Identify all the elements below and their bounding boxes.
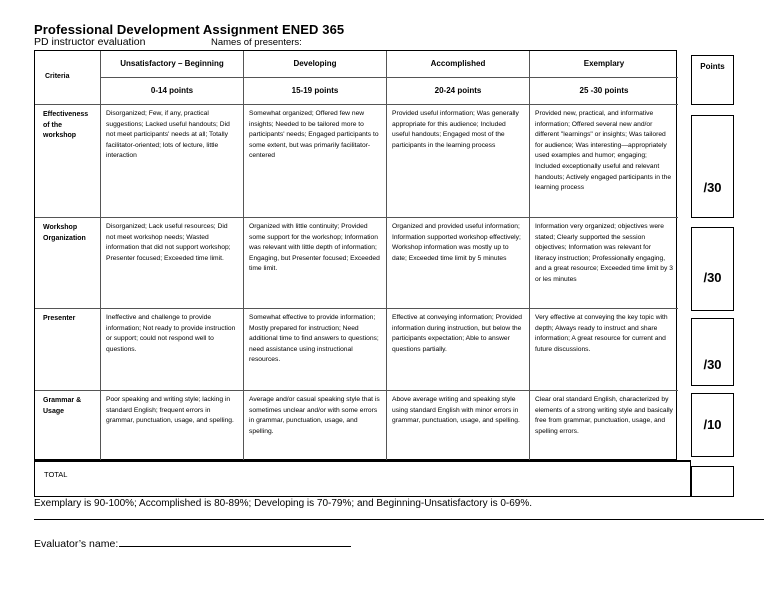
criterion-grammar: Grammar & Usage <box>35 391 101 461</box>
level-points-unsatisfactory: 0-14 points <box>101 78 244 105</box>
row-organization-developing: Organized with little continuity; Provided some support for the workshop; Information was relevant with little depth of information; Engaging, but Presenter focused; Exceeded time limit. <box>244 218 387 309</box>
criteria-header-label: Criteria <box>45 73 70 81</box>
row-grammar-unsatisfactory: Poor speaking and writing style; lacking in standard English; frequent errors in grammar, punctuation, usage, and spelling. <box>101 391 244 461</box>
total-row <box>34 460 691 497</box>
rubric-table <box>34 50 677 460</box>
row-presenter-exemplary: Very effective at conveying the key topic with depth; Always ready to instruct and share information; A great resource for current and future discussions. <box>530 309 678 391</box>
row-effectiveness-exemplary: Provided new, practical, and informative information; Offered several new and/or different "learnings" or insights; Was tailored for audience; Was interesting—appropriately used examples and humor; engaging; Included exceptionally useful and relevant handouts; Actively engaged participants in the learning process <box>530 105 678 218</box>
row-presenter-developing: Somewhat effective to provide information; Mostly prepared for instruction; Need additional time to find answers to questions; need assistance using instructional resources. <box>244 309 387 391</box>
row-effectiveness-developing: Somewhat organized; Offered few new insights; Needed to be tailored more to participants' needs; Engaged participants to some extent, but was primarily facilitator-centered <box>244 105 387 218</box>
level-points-developing: 15-19 points <box>244 78 387 105</box>
criterion-organization: Workshop Organization <box>35 218 101 309</box>
row-organization-accomplished: Organized and provided useful information; Information supported workshop effectively; Workshop information was mostly up to date; Exceeded time limit by 5 minutes <box>387 218 530 309</box>
level-name-developing: Developing <box>244 51 387 78</box>
document-title: Professional Development Assignment ENED 365 <box>34 22 345 37</box>
row-organization-unsatisfactory: Disorganized; Lack useful resources; Did not meet workshop needs; Wasted information that did not support workshop; Presenter focused; Exceeded time limit. <box>101 218 244 309</box>
grading-scale-note: Exemplary is 90-100%; Accomplished is 80-89%; Developing is 70-79%; and Beginning-Unsatisfactory is 0-69%. <box>34 498 533 509</box>
row-effectiveness-accomplished: Provided useful information; Was generally appropriate for this audience; Included useful handouts; Engaged most of the participants in the learning process <box>387 105 530 218</box>
presenters-label: Names of presenters: <box>211 37 302 48</box>
points-box-presenter[interactable] <box>691 318 734 386</box>
level-points-accomplished: 20-24 points <box>387 78 530 105</box>
points-value-grammar: /10 <box>703 417 722 432</box>
points-box-organization[interactable] <box>691 227 734 311</box>
evaluator-name-field[interactable] <box>34 537 351 550</box>
points-box-effectiveness[interactable] <box>691 115 734 218</box>
points-box-total[interactable] <box>691 466 734 497</box>
total-label: TOTAL <box>44 470 68 479</box>
row-presenter-accomplished: Effective at conveying information; Provided information during instruction, but below the participants expectation; Able to answer questions partially. <box>387 309 530 391</box>
level-name-exemplary: Exemplary <box>530 51 678 78</box>
points-value-presenter: /30 <box>703 357 722 372</box>
evaluator-name-blank[interactable] <box>119 537 351 547</box>
row-grammar-exemplary: Clear oral standard English, characterized by elements of a strong writing style and basically free from grammar, punctuation, usage, and spelling errors. <box>535 396 673 435</box>
row-grammar-accomplished: Above average writing and speaking style using standard English with minor errors in grammar, punctuation, usage, and spelling. <box>387 391 530 461</box>
criterion-presenter: Presenter <box>35 309 101 391</box>
evaluator-name-label: Evaluator’s name: <box>34 538 119 550</box>
points-value-effectiveness: /30 <box>703 180 722 195</box>
row-effectiveness-unsatisfactory: Disorganized; Few, if any, practical suggestions; Lacked useful handouts; Did not meet participants' needs at all; Totally facilitator-oriented; lots of lecture, little interaction <box>101 105 244 218</box>
level-name-accomplished: Accomplished <box>387 51 530 78</box>
criterion-effectiveness: Effectiveness of the workshop <box>35 105 101 218</box>
row-organization-exemplary: Information very organized; objectives were stated; Clearly supported the session objectives; Information was relevant for literacy instruction; Professionally engaging, and a great resource; Exceeded time limit by 3 or les minutes <box>530 218 678 309</box>
points-box-grammar[interactable] <box>691 393 734 457</box>
document-subtitle: PD instructor evaluation <box>34 36 146 48</box>
footer-divider <box>34 519 764 520</box>
level-points-exemplary: 25 -30 points <box>530 78 678 105</box>
points-header-label: Points <box>700 62 725 71</box>
points-header-box <box>691 55 734 105</box>
row-presenter-unsatisfactory: Ineffective and challenge to provide information; Not ready to provide instruction or support; could not respond well to questions. <box>101 309 244 391</box>
points-value-organization: /30 <box>703 270 722 285</box>
level-name-unsatisfactory: Unsatisfactory – Beginning <box>101 51 244 78</box>
row-grammar-developing: Average and/or casual speaking style that is sometimes unclear and/or with some errors in grammar, punctuation, usage, and spelling. <box>244 391 387 461</box>
criteria-header <box>35 51 101 105</box>
